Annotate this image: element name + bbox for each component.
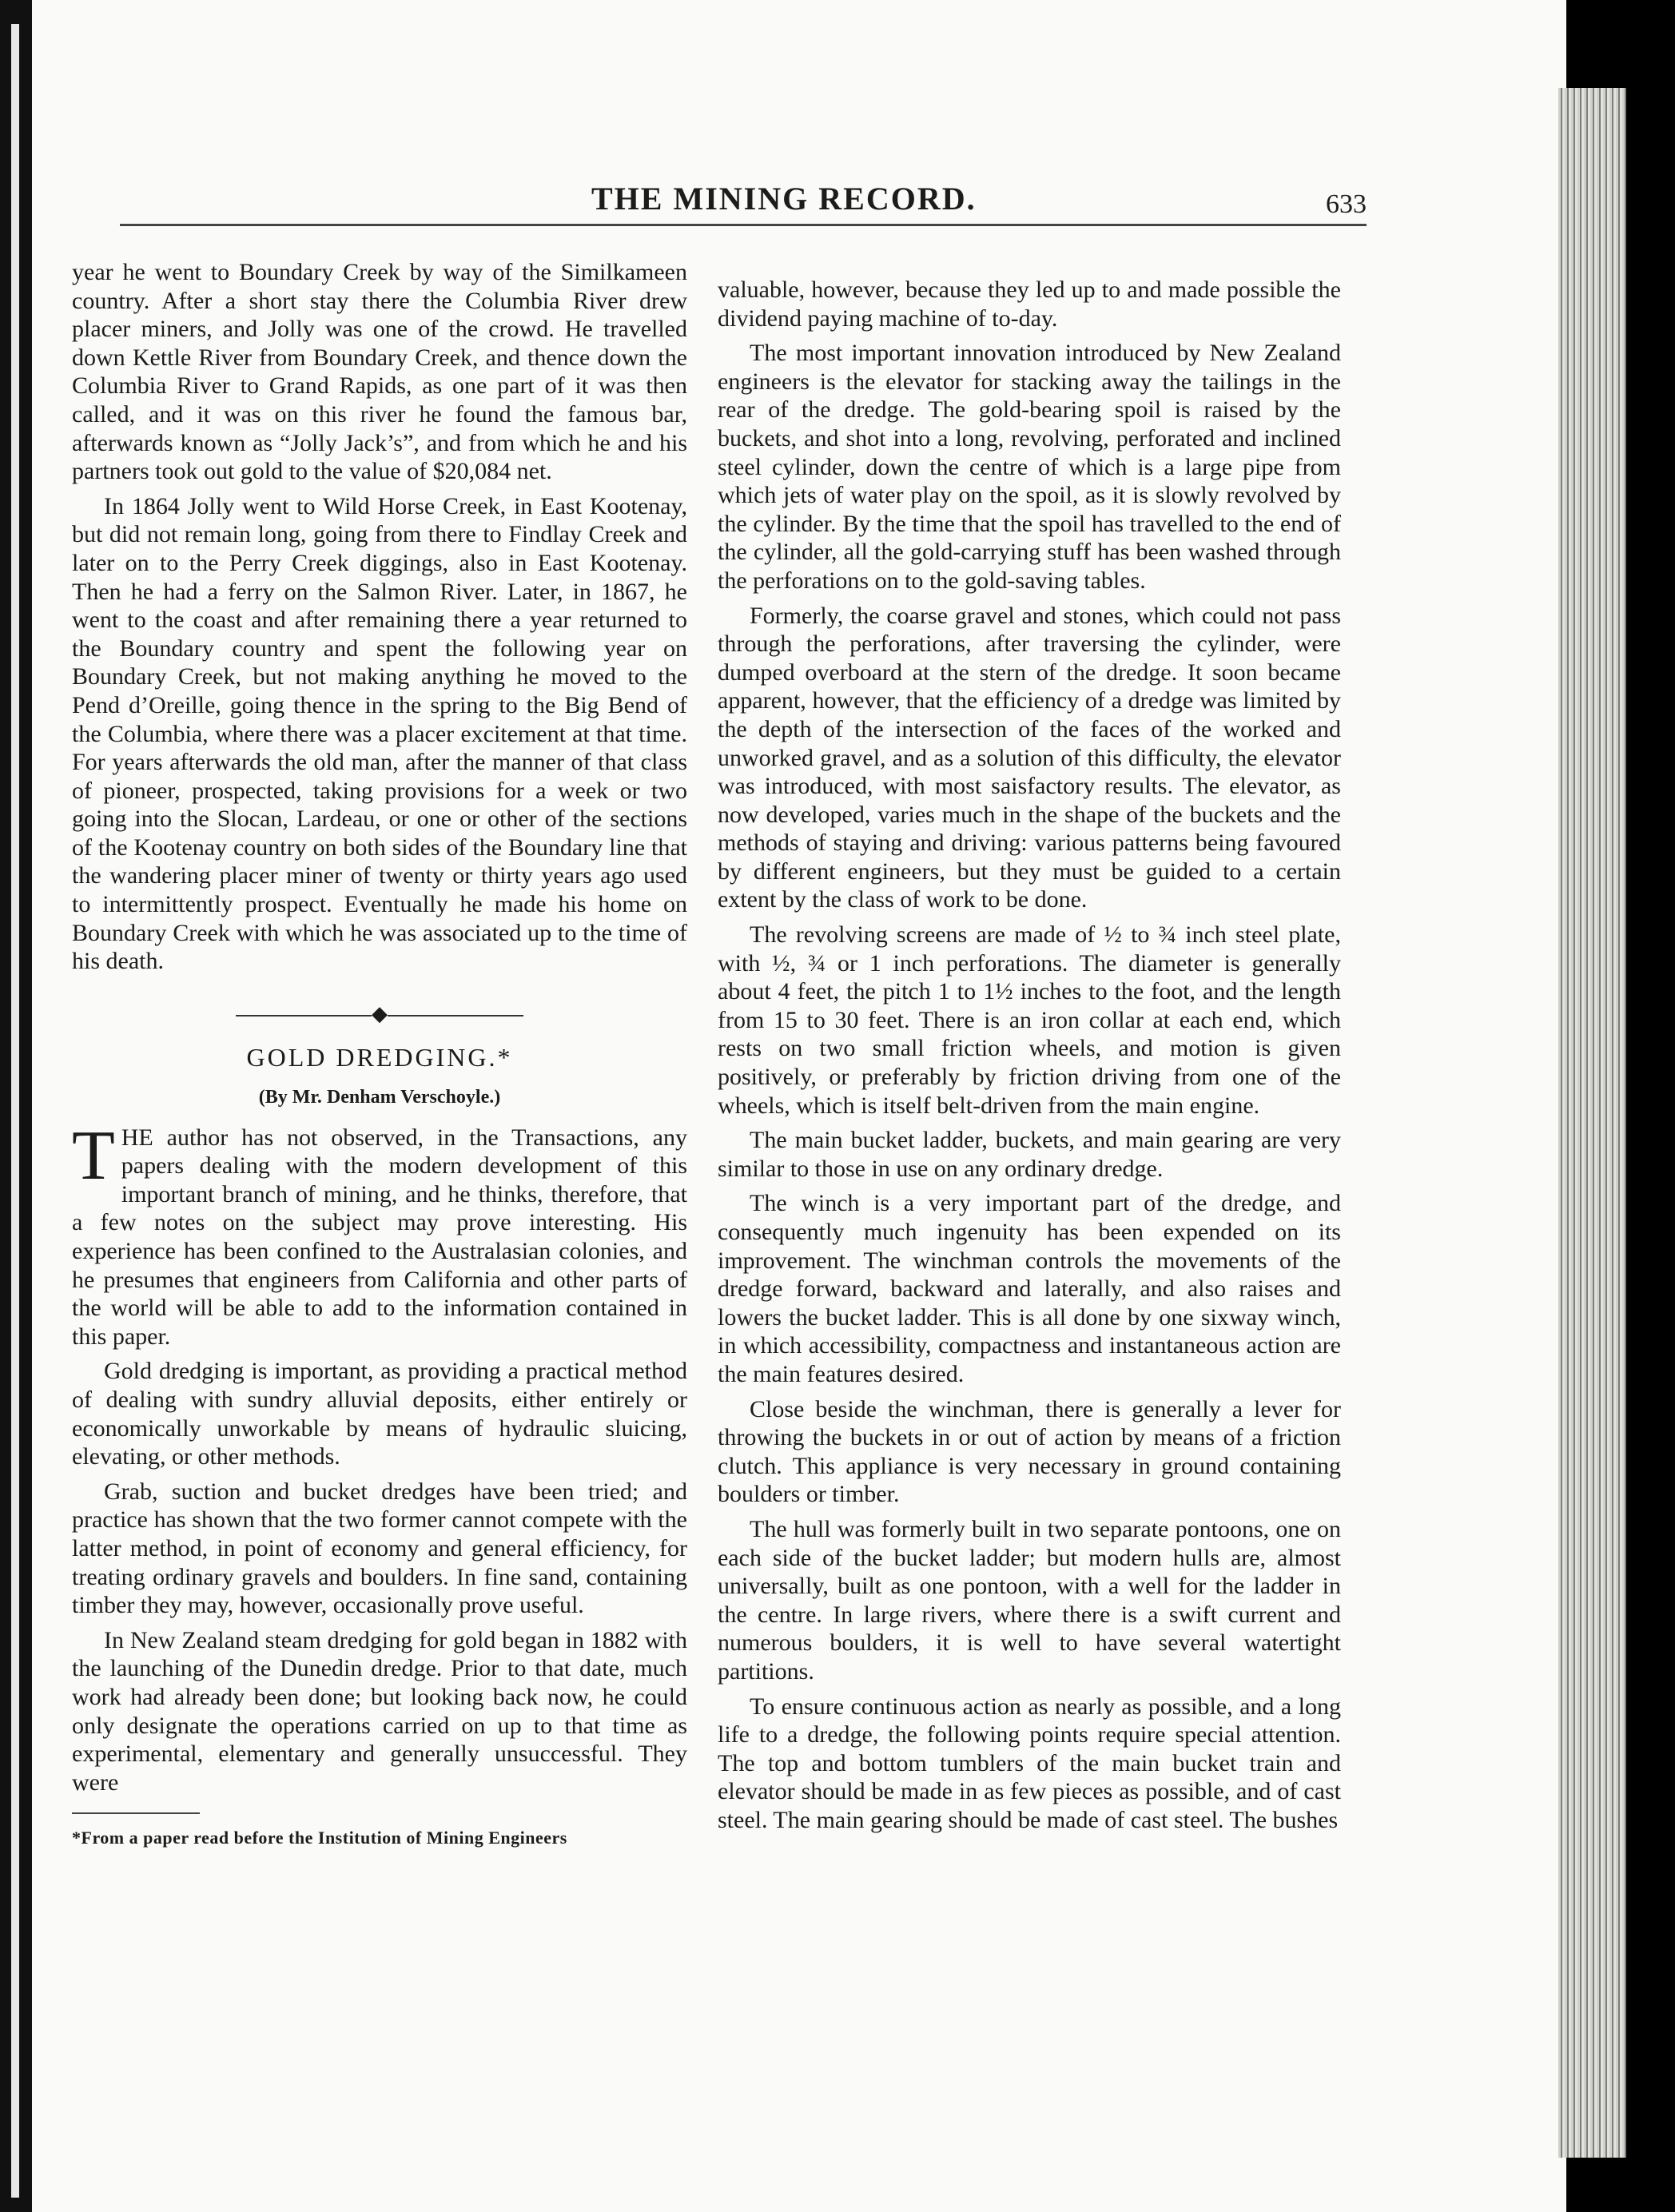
- paragraph: The main bucket ladder, buckets, and main gearing are very similar to those in use on any ordinary dredge.: [718, 1127, 1341, 1182]
- paragraph: valuable, however, because they led up to and made possible the dividend paying machine of to-day.: [718, 276, 1341, 332]
- right-column: [718, 276, 1341, 1840]
- paragraph: Close beside the winchman, there is generally a lever for throwing the buckets in or out of action by means of a friction clutch. This appliance is very necessary in ground containing boulders or timber.: [718, 1395, 1341, 1508]
- paragraph: To ensure continuous action as nearly as possible, and a long life to a dredge, the following points require special attention. The top and bottom tumblers of the main bucket train and elevator should be made in as few pieces as possible, and of cast steel. The main gearing should be made of cast steel. The bushes: [718, 1693, 1341, 1833]
- drop-cap: T: [72, 1116, 115, 1195]
- paragraph: The hull was formerly built in two separate pontoons, one on each side of the bucket ladder; but modern hulls are, almost universally, built as one pontoon, with a well for the ladder in the centre. In large rivers, where there is a swift current and numerous boulders, it is well to have several watertight partitions.: [718, 1515, 1341, 1685]
- paragraph: The most important innovation introduced by New Zealand engineers is the elevator for stacking away the tailings in the rear of the dredge. The gold-bearing spoil is raised by the buckets, and shot into a long, revolving, perforated and inclined steel cylinder, down the centre of which is a large pipe from which jets of water play on the spoil, as it is slowly revolved by the cylinder. By the time that the spoil has travelled to the end of the cylinder, all the gold-carrying stuff has been washed through the perforations on to the gold-saving tables.: [718, 340, 1341, 594]
- paragraph: In New Zealand steam dredging for gold began in 1882 with the launching of the Dunedin dredge. Prior to that date, much work had already been done; but looking back now, he could only designate the operations carried on up to that time as experimental, elementary and generally unsuccessful. They were: [72, 1626, 687, 1796]
- paragraph: Gold dredging is important, as providing a practical method of dealing with sundry alluvial deposits, either entirely or economically unworkable by means of hydraulic sluicing, elevating, or other methods.: [72, 1358, 687, 1470]
- paragraph: Grab, suction and bucket dredges have been tried; and practice has shown that the two former cannot compete with the latter method, in point of economy and general efficiency, for treating ordinary gravels and boulders. In fine sand, containing timber they may, however, occasionally prove useful.: [72, 1478, 687, 1619]
- paragraph: The revolving screens are made of ½ to ¾ inch steel plate, with ½, ¾ or 1 inch perforations. The diameter is generally about 4 feet, the pitch 1 to 1½ inches to the foot, and the length from 15 to 30 feet. There is an iron collar at each end, which rests on two small friction wheels, and motion is given positively, or preferably by friction driving from one of the wheels, which is itself belt-driven from the main engine.: [718, 921, 1341, 1119]
- footnote-rule: [72, 1812, 200, 1814]
- footnote: *From a paper read before the Institution of Mining Engineers: [72, 1828, 567, 1848]
- journal-title: THE MINING RECORD.: [591, 181, 977, 217]
- page-number: 633: [1326, 189, 1367, 219]
- document-page: [32, 0, 1566, 2212]
- article-byline: (By Mr. Denham Verschoyle.): [258, 1087, 501, 1108]
- article-title: GOLD DREDGING.*: [246, 1043, 513, 1072]
- section-ornament: ◆: [72, 1000, 687, 1028]
- paragraph: year he went to Boundary Creek by way of the Similkameen country. After a short stay there the Columbia River drew placer miners, and Jolly was one of the crowd. He travelled down Kettle River from Boundary Creek, and thence down the Columbia River to Grand Rapids, as one part of it was then called, and it was on this river he found the famous bar, afterwards known as “Jolly Jack’s”, and from which he and his partners took out gold to the value of $20,084 net.: [72, 259, 687, 485]
- paragraph: [72, 1116, 687, 1351]
- paragraph: In 1864 Jolly went to Wild Horse Creek, in East Kootenay, but did not remain long, going from there to Findlay Creek and later on to the Perry Creek diggings, also in East Kootenay. Then he had a ferry on the Salmon River. Later, in 1867, he went to the coast and after remaining there a year returned to the Boundary country and spent the following year on Boundary Creek, but not making anything he moved to the Pend d’Oreille, going thence in the spring to the Big Bend of the Columbia, where there was a placer excitement at that time. For years afterwards the old man, after the manner of that class of pioneer, prospected, taking provisions for a week or two going into the Slocan, Lardeau, or one or other of the sections of the Kootenay country on both sides of the Boundary line that the wandering placer miner of twenty or thirty years ago used to intermittently prospect. Eventually he made his home on Boundary Creek with which he was associated up to the time of his death.: [72, 492, 687, 975]
- left-column: [72, 258, 687, 1852]
- paragraph-text: HE author has not observed, in the Transactions, any papers dealing with the modern development of this important branch of mining, and he thinks, therefore, that a few notes on the subject may prove interesting. His experience has been confined to the Australasian colonies, and he presumes that engineers from California and other parts of the world will be able to add to the information contained in this paper.: [72, 1124, 687, 1350]
- header-rule: [120, 224, 1367, 226]
- paragraph: The winch is a very important part of the dredge, and consequently much ingenuity has been expended on its improvement. The winchman controls the movements of the dredge forward, backward and laterally, and also raises and lowers the bucket ladder. This is all done by one sixway winch, in which accessibility, compactness and instantaneous action are the main features desired.: [718, 1190, 1341, 1387]
- left-page-edge: [0, 0, 32, 2212]
- paragraph: Formerly, the coarse gravel and stones, which could not pass through the perforations, after traversing the cylinder, were dumped overboard at the stern of the dredge. It soon became apparent, however, that the efficiency of a dredge was limited by the depth of the intersection of the faces of the worked and unworked gravel, and as a solution of this difficulty, the elevator was introduced, with most saisfactory results. The elevator, as now developed, varies much in the shape of the buckets and the methods of staying and driving: various patterns being favoured by different engineers, but they must be guided to a certain extent by the class of work to be done.: [718, 602, 1341, 913]
- book-page-edges: [1558, 88, 1626, 2158]
- running-header: [120, 180, 1367, 228]
